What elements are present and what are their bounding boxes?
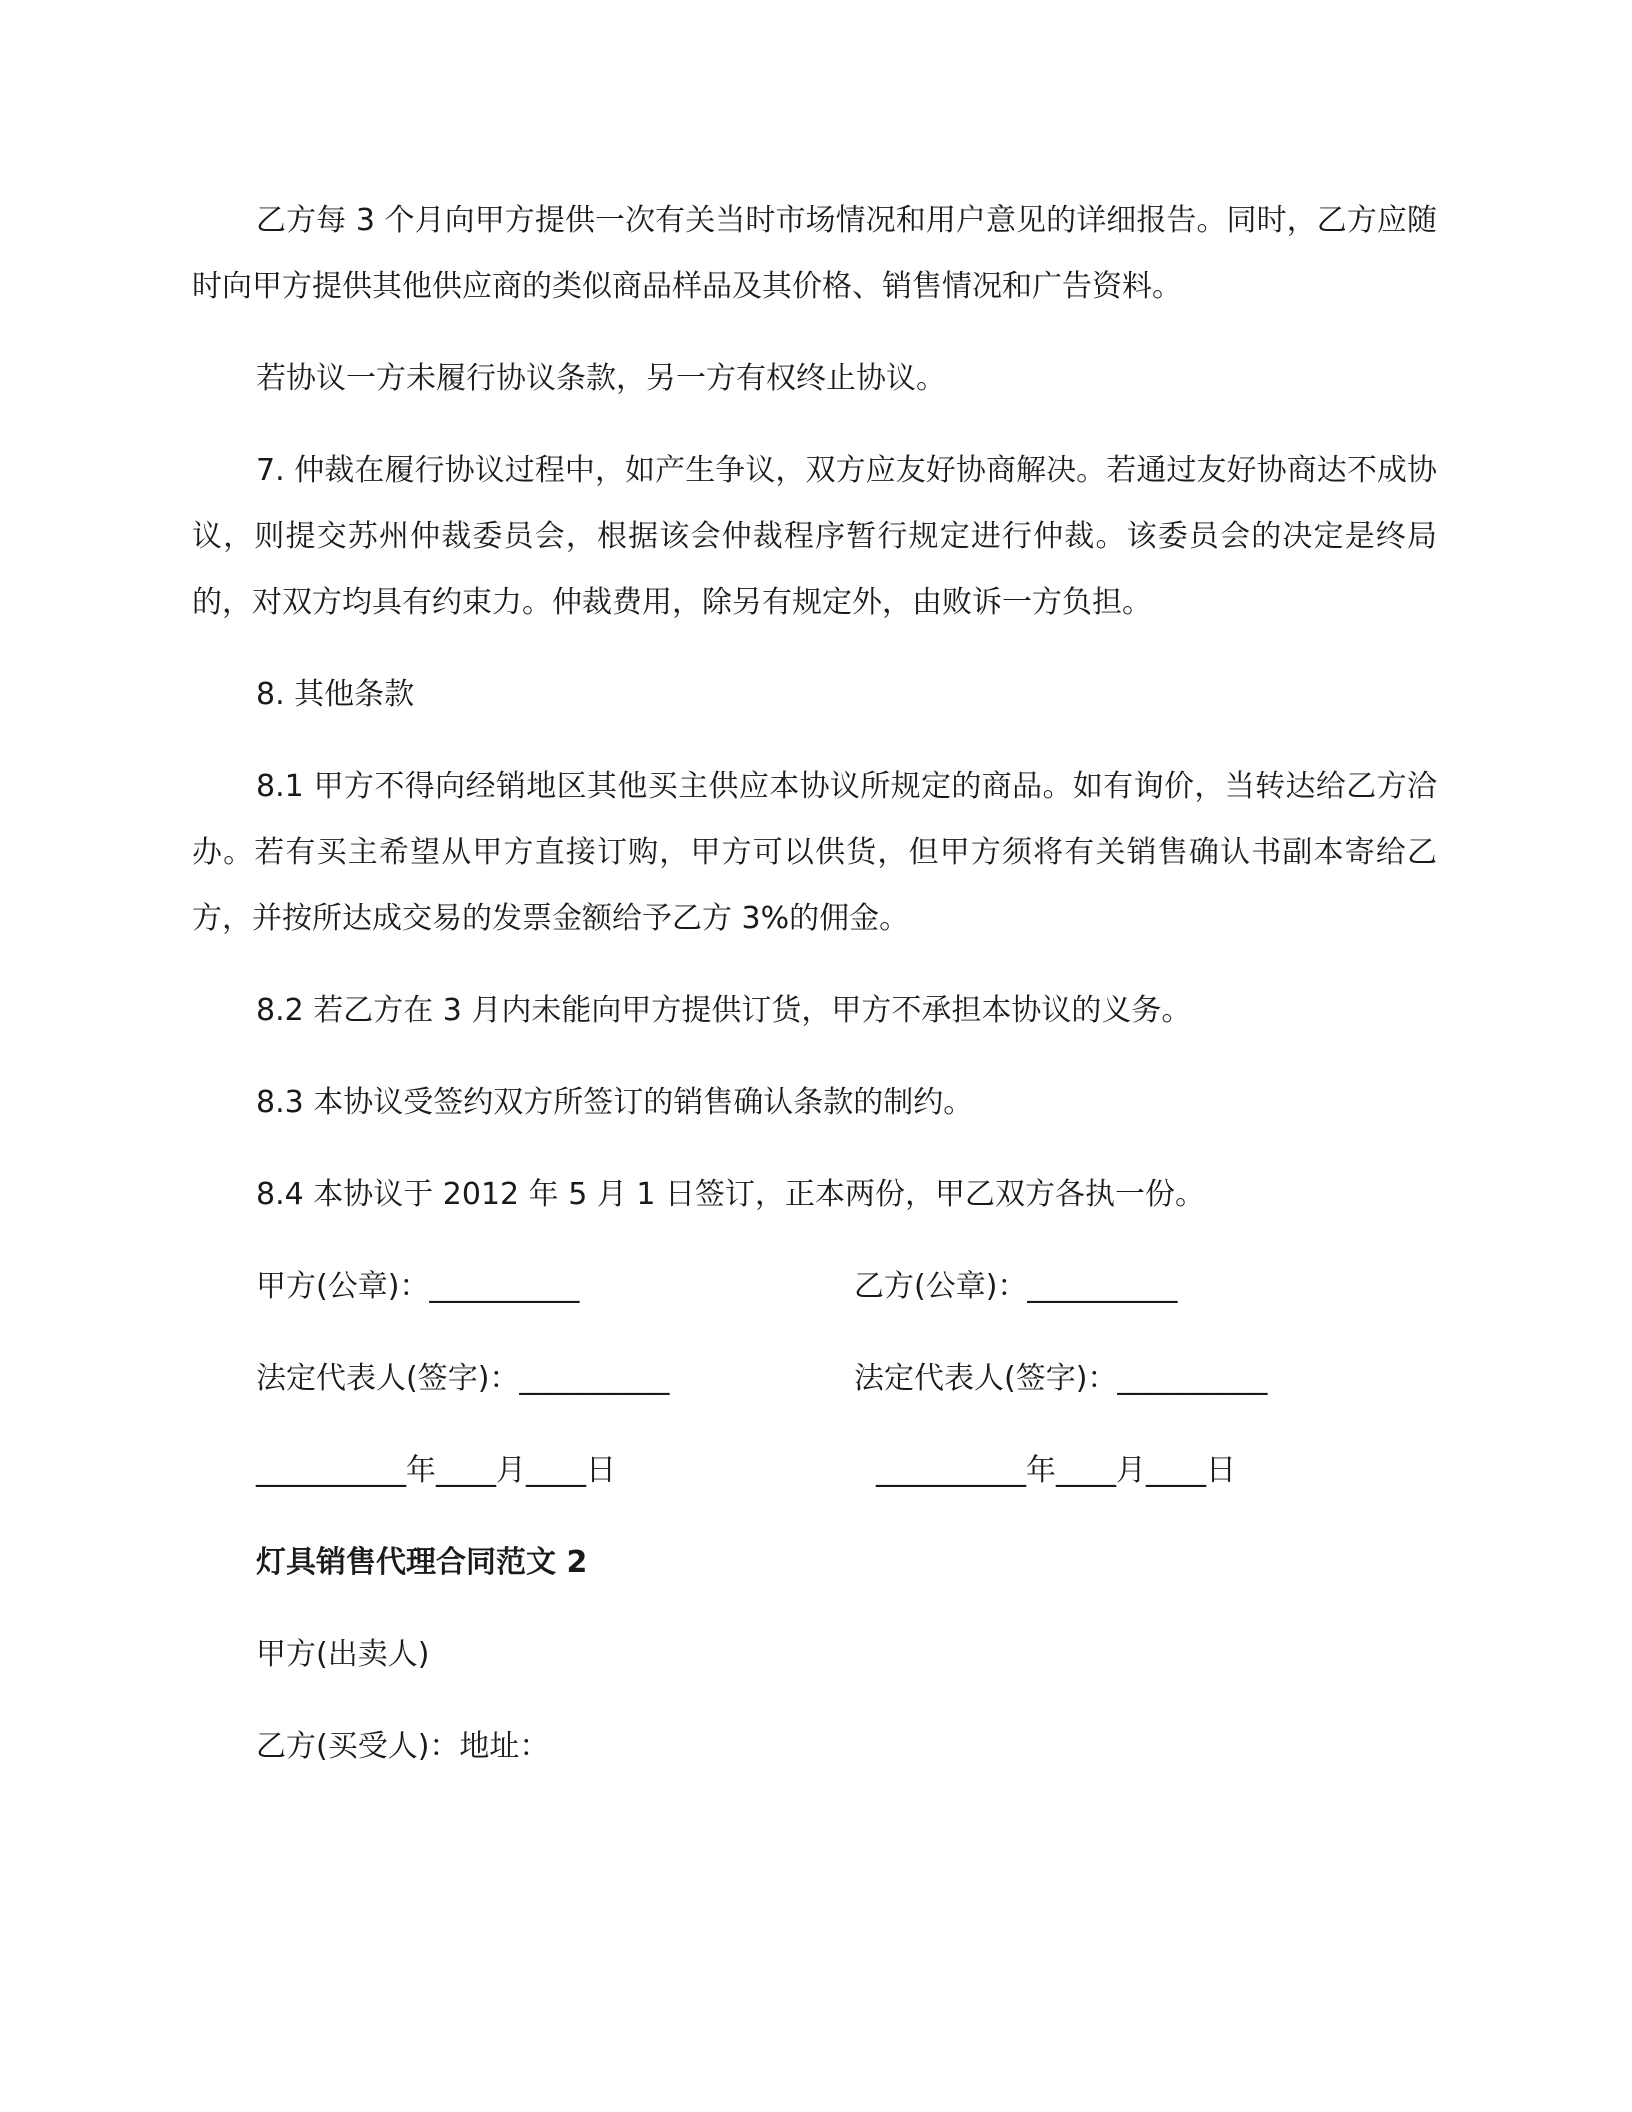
party-b-date-field: __________年____月____日 [876,1453,1236,1488]
paragraph-market-report: 乙方每 3 个月向甲方提供一次有关当时市场情况和用户意见的详细报告。同时，乙方应随时向甲方提供其他供应商的类似商品样品及其价格、销售情况和广告资料。 [192,203,1437,304]
paragraph-8-1: 8.1 甲方不得向经销地区其他买主供应本协议所规定的商品。如有询价，当转达给乙方洽办。若有买主希望从甲方直接订购，甲方可以供货，但甲方须将有关销售确认书副本寄给乙方，并按所达成交易的发票金额给予乙方 3%的佣金。 [192,769,1437,936]
paragraph-8-2: 8.2 若乙方在 3 月内未能向甲方提供订货，甲方不承担本协议的义务。 [256,993,1192,1028]
second-contract-buyer: 乙方(买受人)：地址： [256,1729,550,1764]
party-a-seal-field: 甲方(公章)：__________ [256,1269,580,1304]
party-b-seal-field: 乙方(公章)：__________ [854,1269,1178,1304]
party-a-date-field: __________年____月____日 [256,1453,616,1488]
section-other-terms: 8. 其他条款 [256,677,415,712]
party-b-representative-field: 法定代表人(签字)：__________ [854,1361,1268,1396]
signature-representative-row [192,1346,1437,1412]
second-contract-title: 灯具销售代理合同范文 2 [256,1545,588,1580]
paragraph-8-4: 8.4 本协议于 2012 年 5 月 1 日签订，正本两份，甲乙双方各执一份。 [256,1177,1205,1212]
second-contract-seller: 甲方(出卖人) [256,1637,430,1672]
document-body [192,188,1437,1806]
paragraph-termination: 若协议一方未履行协议条款，另一方有权终止协议。 [256,361,946,396]
paragraph-arbitration: 7. 仲裁在履行协议过程中，如产生争议，双方应友好协商解决。若通过友好协商达不成协议，则提交苏州仲裁委员会，根据该会仲裁程序暂行规定进行仲裁。该委员会的决定是终局的，对双方均具有约束力。仲裁费用，除另有规定外，由败诉一方负担。 [192,453,1437,620]
signature-date-row [192,1438,1437,1504]
paragraph-8-3: 8.3 本协议受签约双方所签订的销售确认条款的制约。 [256,1085,974,1120]
signature-seal-row [192,1254,1437,1320]
party-a-representative-field: 法定代表人(签字)：__________ [256,1361,670,1396]
